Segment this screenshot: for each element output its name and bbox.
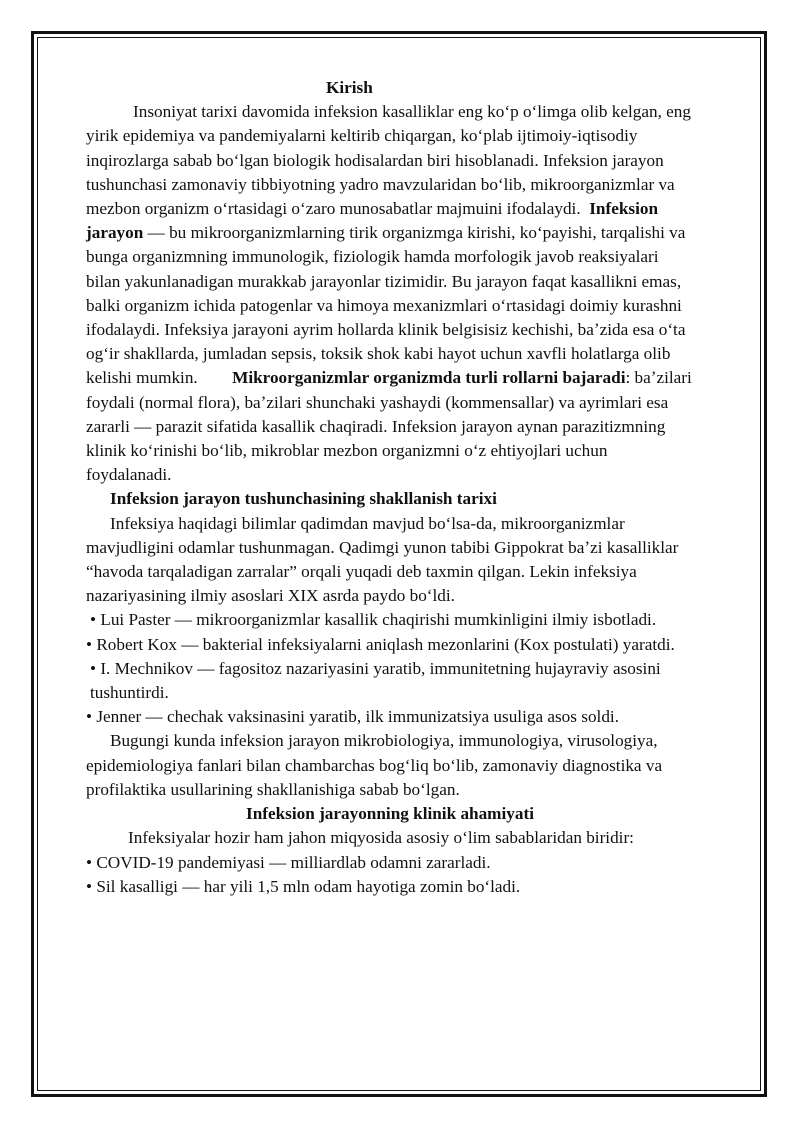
intro-paragraph	[86, 100, 692, 487]
intro-text-end: : baʼzilari foydali (normal flora), baʼzilari shunchaki yashaydi (kommensallar) va ayrimlari esa zararli — parazit sifatida kasallik chaqiradi. Infeksion jarayon aynan parazitizmning klinik koʻrinishi boʻlib, mikroblar mezbon organizmni oʻz ehtiyojlari uchun foydalanadi.	[86, 368, 692, 485]
history-bullet-mechnikov: • I. Mechnikov — fagositoz nazariyasini yaratib, immunitetning hujayraviy asosini tushuntirdi.	[90, 658, 661, 703]
term-infeksion-jarayon: Infeksion jarayon	[86, 199, 659, 243]
page-title: Kirish	[326, 78, 373, 97]
clinical-bullet-covid: • COVID-19 pandemiyasi — milliardlab odamni zararladi.	[86, 852, 491, 872]
history-bullet-paster: • Lui Paster — mikroorganizmlar kasallik chaqirishi mumkinligini ilmiy isbotladi.	[90, 610, 657, 630]
clinical-bullet-sil: • Sil kasalligi — har yili 1,5 mln odam hayotiga zomin boʻladi.	[86, 876, 521, 896]
history-heading: Infeksion jarayon tushunchasining shakllanish tarixi	[110, 489, 497, 509]
history-bullet-jenner: • Jenner — chechak vaksinasini yaratib, ilk immunizatsiya usuliga asos soldi.	[86, 707, 619, 727]
history-paragraph-2: Bugungi kunda infeksion jarayon mikrobiologiya, immunologiya, virusologiya, epidemiologiya fanlari bilan chambarchas bogʻliq boʻlib, zamonaviy diagnostika va profilaktika usullarining shakllanishiga sabab boʻlgan.	[86, 731, 663, 799]
document-body	[86, 76, 692, 899]
clinical-heading: Infeksion jarayonning klinik ahamiyati	[246, 804, 534, 824]
term-mikroorganizmlar: Mikroorganizmlar organizmda turli rollarni bajaradi	[232, 368, 626, 388]
history-bullet-kox: • Robert Kox — bakterial infeksiyalarni aniqlash mezonlarini (Kox postulati) yaratdi.	[86, 634, 675, 654]
intro-text-middle: — bu mikroorganizmlarning tirik organizmga kirishi, koʻpayishi, tarqalishi va bunga organizmning immunologik, fiziologik hamda morfologik javob reaksiyalari bilan yakunlanadigan murakkab jarayonlar tizimidir. Bu jarayon faqat kasallikni emas, balki organizm ichida patogenlar va himoya mexanizmlari oʻrtasidagi doimiy kurashni ifodalaydi. Infeksiya jarayoni ayrim hollarda klinik belgisisiz kechishi, baʼzida esa oʻta ogʻir shakllarda, jumladan sepsis, toksik shok kabi hayot uchun xavfli holatlarga olib kelishi mumkin.	[86, 223, 686, 388]
clinical-paragraph: Infeksiyalar hozir ham jahon miqyosida asosiy oʻlim sabablaridan biridir:	[128, 828, 634, 848]
history-paragraph: Infeksiya haqidagi bilimlar qadimdan mavjud boʻlsa-da, mikroorganizmlar mavjudligini odamlar tushunmagan. Qadimgi yunon tabibi Gippokrat baʼzi kasalliklar “havoda tarqaladigan zarralar” orqali yuqadi deb taxmin qilgan. Lekin infeksiya nazariyasining ilmiy asoslari XIX asrda paydo boʻldi.	[86, 513, 679, 606]
intro-text-start: Insoniyat tarixi davomida infeksion kasalliklar eng koʻp oʻlimga olib kelgan, eng yirik epidemiya va pandemiyalarni keltirib chiqargan, koʻplab ijtimoiy-iqtisodiy inqirozlarga sabab boʻlgan biologik hodisalardan biri hisoblanadi. Infeksion jarayon tushunchasi zamonaviy tibbiyotning yadro mavzularidan boʻlib, mikroorganizmlar va mezbon organizm oʻrtasidagi oʻzaro munosabatlar majmuini ifodalaydi.	[86, 102, 691, 219]
